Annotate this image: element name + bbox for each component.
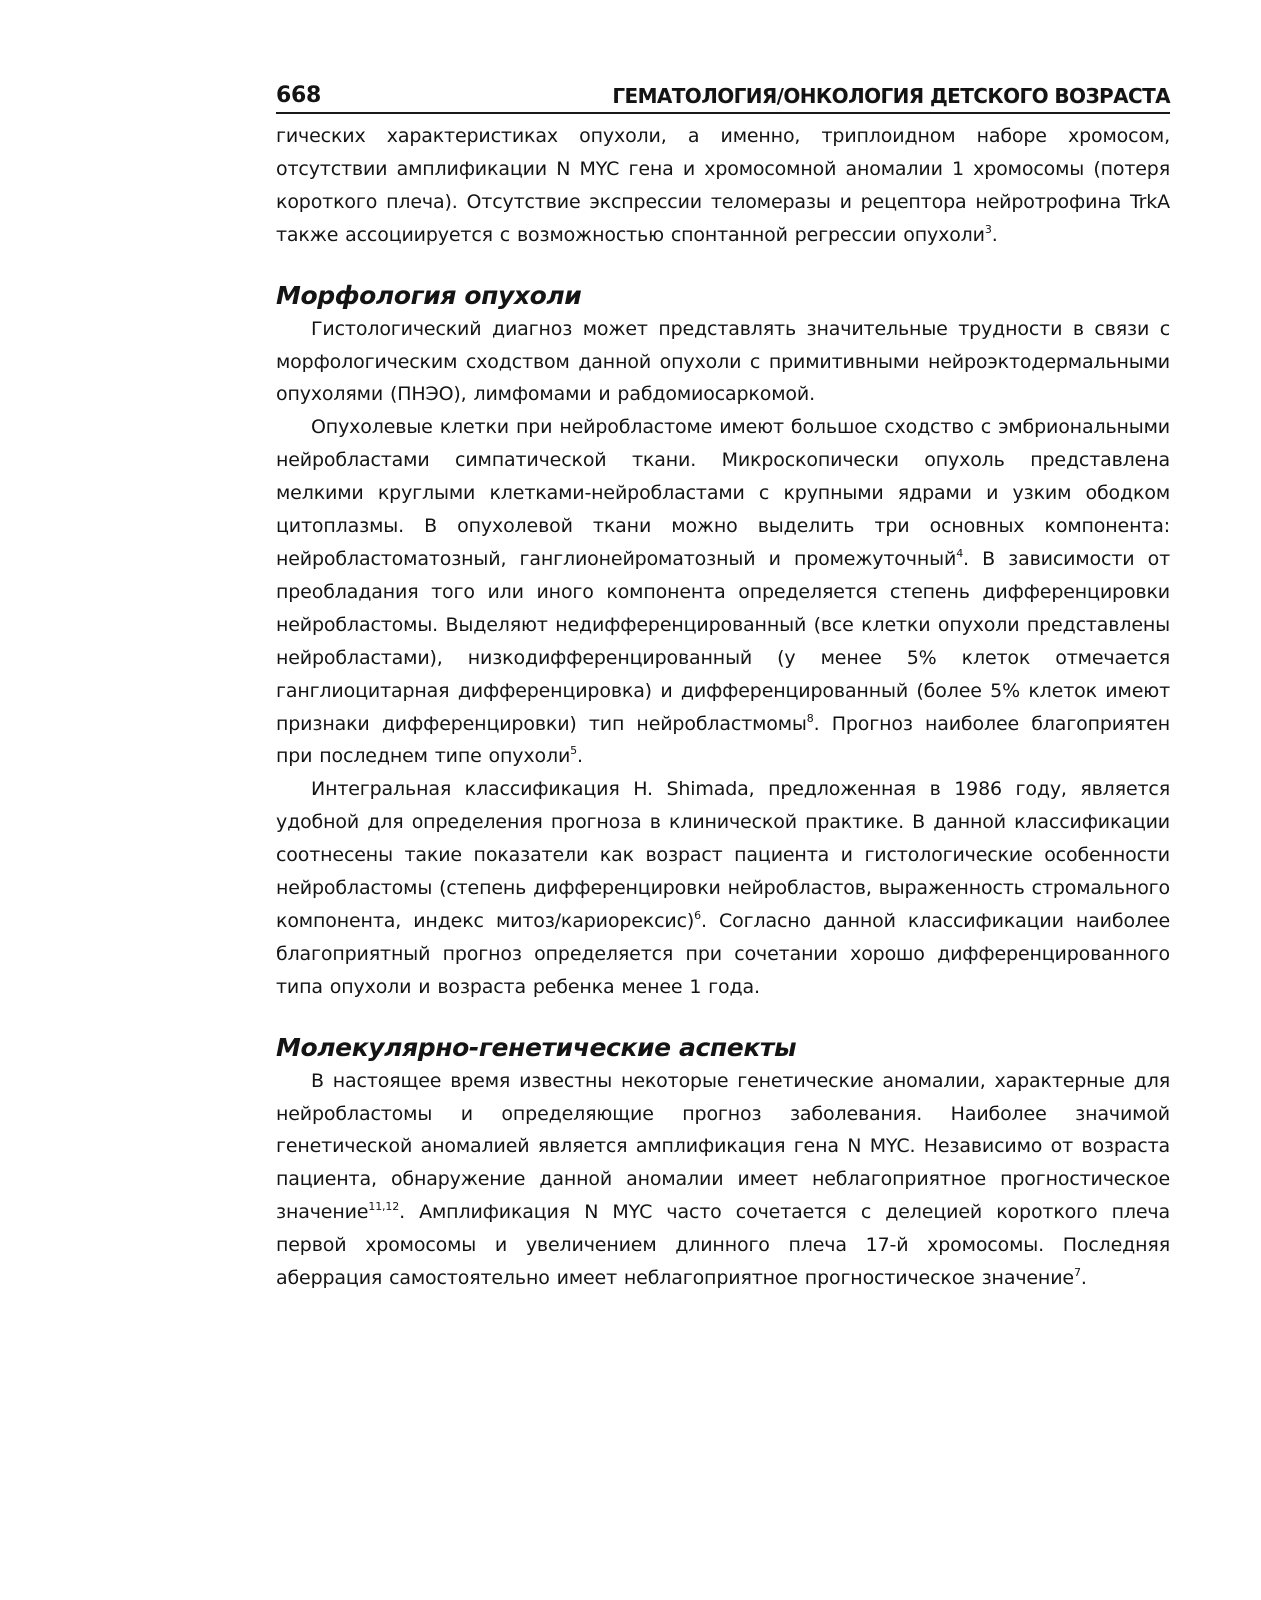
morphology-p2-text-a: Опухолевые клетки при нейробластоме имеют большое сходство с эмбриональными нейробластами симпатической ткани. Микроскопически опухоль представлена мелкими круглыми клетками-нейробластами с крупными ядрами и узким ободком цитоплазмы. В опухолевой ткани можно выделить три основных компонента: нейробластоматозный, ганглионейроматозный и промежуточный — [276, 416, 1170, 570]
intro-paragraph — [276, 120, 1170, 252]
footnote-ref: 11,12 — [368, 1200, 400, 1214]
footnote-ref: 7 — [1073, 1266, 1081, 1280]
page-number: 668 — [276, 83, 322, 108]
intro-text-tail: . — [991, 223, 998, 246]
intro-text: гических характеристиках опухоли, а именно, триплоидном наборе хромосом, отсутствии амплификации N MYC гена и хромосомной аномалии 1 хромосомы (потеря короткого плеча). Отсутствие экспрессии теломеразы и рецептора нейротрофина TrkA также ассоциируется с возможностью спонтанной регрессии опухоли — [276, 125, 1170, 246]
morphology-p1-text: Гистологический диагноз может представлять значительные трудности в связи с морфологическим сходством данной опухоли с примитивными нейроэктодермальными опухолями (ПНЭО), лимфомами и рабдомиосаркомой. — [276, 317, 1170, 406]
running-header — [276, 78, 1170, 114]
morphology-p2-text-d: . — [577, 745, 583, 768]
morphology-p2-text-c: . Прогноз наиболее благоприятен при последнем типе опухоли — [276, 712, 1170, 768]
footnote-ref: 3 — [984, 222, 992, 236]
footnote-ref: 8 — [806, 711, 814, 725]
molecular-paragraph-1 — [276, 1065, 1170, 1295]
section-heading-morphology: Морфология опухоли — [276, 280, 582, 310]
footnote-ref: 5 — [570, 744, 577, 758]
morphology-p3-text-a: Интегральная классификация H. Shimada, предложенная в 1986 году, является удобной для определения прогноза в клинической практике. В данной классификации соотнесены такие показатели как возраст пациента и гистологические особенности нейробластомы (степень дифференцировки нейробластов, выраженность стромального компонента, индекс митоз/кариорексис) — [276, 778, 1170, 932]
morphology-paragraph-1 — [276, 313, 1170, 412]
molecular-p1-text-b: . Амплификация N MYC часто сочетается с делецией короткого плеча первой хромосомы и увеличением длинного плеча 17-й хромосомы. Последняя аберрация самостоятельно имеет неблагоприятное прогностическое значение — [276, 1201, 1170, 1290]
molecular-p1-text-a: В настоящее время известны некоторые генетические аномалии, характерные для нейробластомы и определяющие прогноз заболевания. Наиболее значимой генетической аномалией является амплификация гена N MYC. Независимо от возраста пациента, обнаружение данной аномалии имеет неблагоприятное прогностическое значение — [276, 1069, 1170, 1224]
molecular-p1-text-c: . — [1080, 1267, 1087, 1290]
footnote-ref: 4 — [956, 546, 964, 560]
running-title: ГЕМАТОЛОГИЯ/ОНКОЛОГИЯ ДЕТСКОГО ВОЗРАСТА — [612, 84, 1170, 108]
body-text — [276, 120, 1170, 1295]
morphology-p3-text-b: . Согласно данной классификации наиболее благоприятный прогноз определяется при сочетании хорошо дифференцированного типа опухоли и возраста ребенка менее 1 года. — [276, 909, 1170, 998]
book-page — [276, 78, 1170, 1295]
morphology-p2-text-b: . В зависимости от преобладания того или иного компонента определяется степень дифференцировки нейробластомы. Выделяют недифференцированный (все клетки опухоли представлены нейробластами), низкодифференцированный (у менее 5% клеток отмечается ганглиоцитарная дифференцировка) и дифференцированный (более 5% клеток имеют признаки дифференцировки) тип нейробластмомы — [276, 547, 1171, 735]
footnote-ref: 6 — [694, 908, 702, 922]
section-heading-molecular: Молекулярно-генетические аспекты — [276, 1032, 797, 1062]
morphology-paragraph-2 — [276, 411, 1170, 773]
morphology-paragraph-3 — [276, 773, 1170, 1003]
